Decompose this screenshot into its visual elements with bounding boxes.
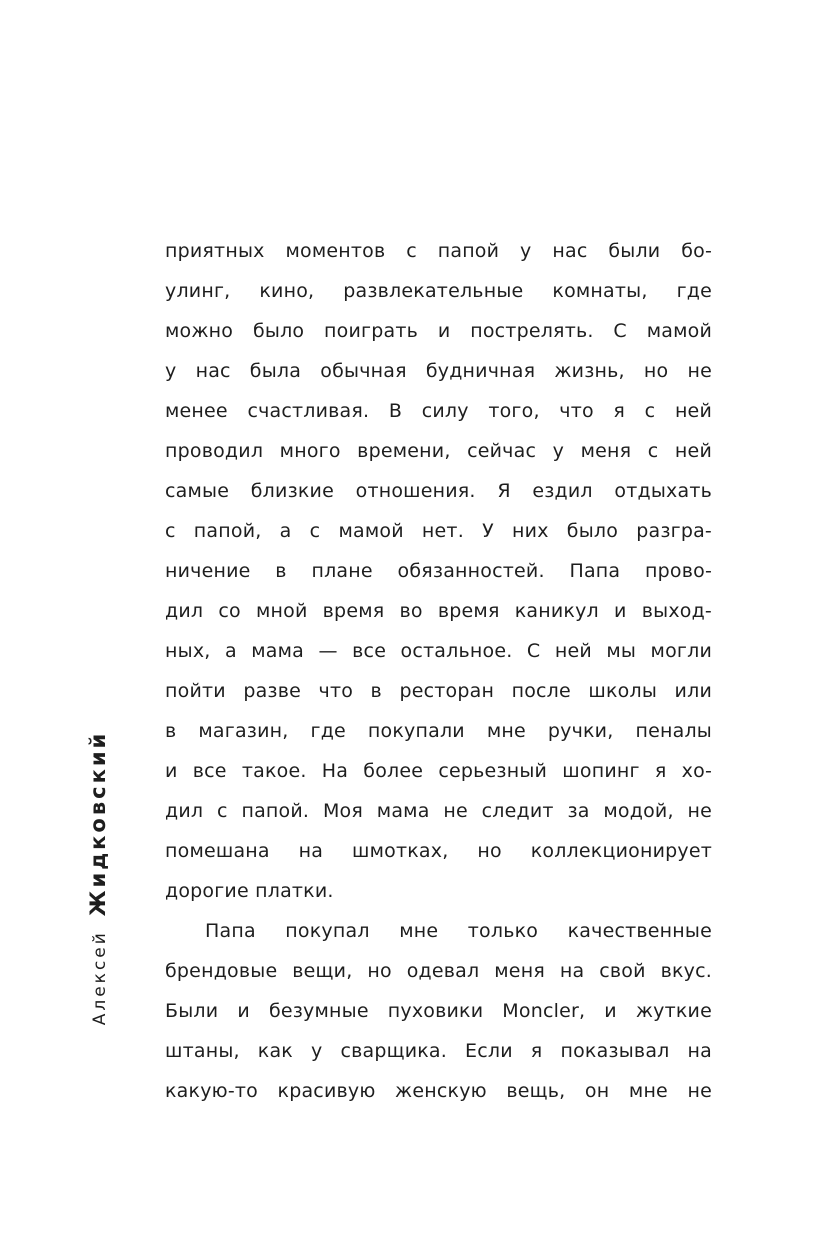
- text-line: с папой, а с мамой нет. У них было разгра-: [165, 520, 712, 542]
- text-line: приятных моментов с папой у нас были бо-: [165, 240, 712, 262]
- text-line: штаны, как у сварщика. Если я показывал на: [165, 1040, 712, 1062]
- text-line: ничение в плане обязанностей. Папа прово-: [165, 560, 712, 582]
- page-text: [165, 231, 712, 1111]
- text-line: Были и безумные пуховики Moncler, и жуткие: [165, 1000, 712, 1022]
- author-vertical-text: [86, 730, 112, 1026]
- text-line: в магазин, где покупали мне ручки, пеналы: [165, 720, 712, 742]
- text-line: менее счастливая. В силу того, что я с ней: [165, 400, 712, 422]
- text-line: дорогие платки.: [165, 880, 334, 902]
- text-line: Папа покупал мне только качественные: [205, 920, 712, 942]
- text-line: и все такое. На более серьезный шопинг я хо-: [165, 760, 712, 782]
- author-last-name: Жидковский: [86, 730, 110, 917]
- text-line: ных, а мама — все остальное. С ней мы могли: [165, 640, 712, 662]
- text-line: дил со мной время во время каникул и выход-: [165, 600, 712, 622]
- author-first-name: Алексей: [90, 930, 110, 1026]
- text-line: можно было поиграть и пострелять. С мамой: [165, 320, 712, 342]
- text-line: брендовые вещи, но одевал меня на свой вкус.: [165, 960, 712, 982]
- text-line: пойти разве что в ресторан после школы или: [165, 680, 712, 702]
- text-line: у нас была обычная будничная жизнь, но не: [165, 360, 712, 382]
- text-line: улинг, кино, развлекательные комнаты, где: [165, 280, 712, 302]
- text-line: проводил много времени, сейчас у меня с ней: [165, 440, 712, 462]
- text-line: помешана на шмотках, но коллекционирует: [165, 840, 712, 862]
- text-line: какую-то красивую женскую вещь, он мне не: [165, 1080, 712, 1102]
- text-line: самые близкие отношения. Я ездил отдыхать: [165, 480, 712, 502]
- text-line: дил с папой. Моя мама не следит за модой, не: [165, 800, 712, 822]
